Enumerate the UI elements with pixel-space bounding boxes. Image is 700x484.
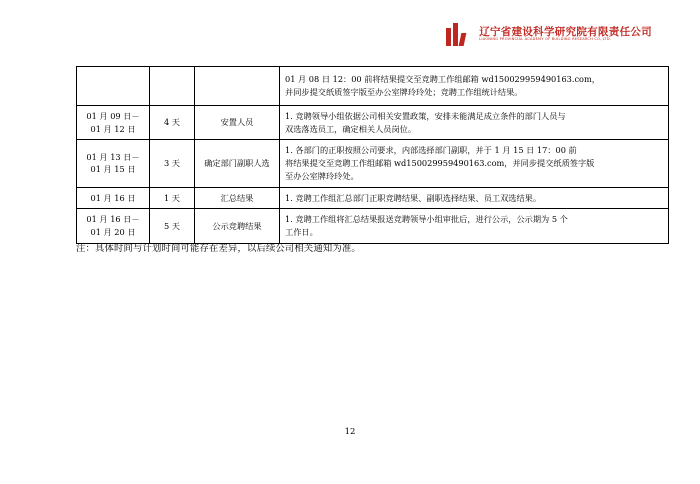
table-row [77, 187, 669, 209]
detail-line: 01 月 08 日 12：00 前将结果提交至竞聘工作组邮箱 wd150029959490163.com， [285, 74, 600, 85]
date-line-2: 01 月 15 日 [90, 164, 136, 175]
cell-detail [280, 209, 669, 243]
detail-line: 1. 竞聘领导小组依据公司相关安置政策，安排未能满足成立条件的部门人员与 [285, 111, 566, 121]
date-line-1: 01 月 16 日 [90, 192, 136, 203]
cell-duration: 3 天 [150, 140, 195, 187]
detail-line: 1. 竞聘工作组将汇总结果报送竞聘领导小组审批后，进行公示，公示期为 5 个 [285, 214, 568, 225]
page-number: 12 [344, 427, 356, 437]
detail-line: 1. 各部门的正职按照公司要求，内部选择部门副职，并于 1 月 15 日 17：00 前 [285, 145, 577, 156]
cell-date [77, 209, 150, 243]
cell-duration: 4 天 [150, 106, 195, 140]
logo-text [479, 27, 652, 42]
cell-detail [280, 187, 669, 209]
company-logo-header [446, 22, 652, 46]
date-line-1: 01 月 09 日－ [86, 111, 140, 121]
table-row [77, 209, 669, 243]
table-note: 注：具体时间与计划时间可能存在差异，以后续公司相关通知为准。 [76, 243, 361, 254]
cell-task [195, 67, 280, 106]
cell-detail [280, 106, 669, 140]
company-name-en: LIAONING PROVINCIAL ACADEMY OF BUILDING RESEARCH CO.,LTD. [479, 36, 612, 41]
cell-date [77, 67, 150, 106]
detail-line: 并同步提交纸质签字版至办公室牌玲玲处；竞聘工作组统计结果。 [285, 87, 523, 97]
cell-task: 公示竞聘结果 [195, 209, 280, 243]
cell-duration [150, 67, 195, 106]
date-line-2: 01 月 12 日 [90, 123, 136, 134]
detail-line: 双选落选员工，确定相关人员岗位。 [285, 123, 417, 134]
date-line-2: 01 月 20 日 [90, 226, 136, 237]
cell-detail [280, 140, 669, 187]
detail-line: 工作日。 [285, 226, 318, 237]
cell-date [77, 140, 150, 187]
date-line-1: 01 月 13 日－ [86, 151, 140, 162]
cell-duration: 1 天 [150, 187, 195, 209]
detail-line: 将结果提交至竞聘工作组邮箱 wd150029959490163.com，并同步提交纸质签字版 [285, 158, 595, 169]
company-name-cn: 辽宁省建设科学研究院有限责任公司 [479, 25, 652, 38]
detail-line: 至办公室牌玲玲处。 [285, 170, 359, 181]
logo-mark-icon [446, 22, 472, 46]
detail-line: 1. 竞聘工作组汇总部门正职竞聘结果、副职选择结果、员工双选结果。 [285, 192, 542, 203]
date-line-1: 01 月 16 日－ [86, 214, 140, 225]
table-row [77, 106, 669, 140]
cell-task: 汇总结果 [195, 187, 280, 209]
cell-task: 确定部门副职人选 [195, 140, 280, 187]
table-row [77, 67, 669, 106]
cell-duration: 5 天 [150, 209, 195, 243]
schedule-table [76, 66, 669, 244]
cell-date [77, 106, 150, 140]
cell-date [77, 187, 150, 209]
cell-task: 安置人员 [195, 106, 280, 140]
table-row [77, 140, 669, 187]
cell-detail [280, 67, 669, 106]
